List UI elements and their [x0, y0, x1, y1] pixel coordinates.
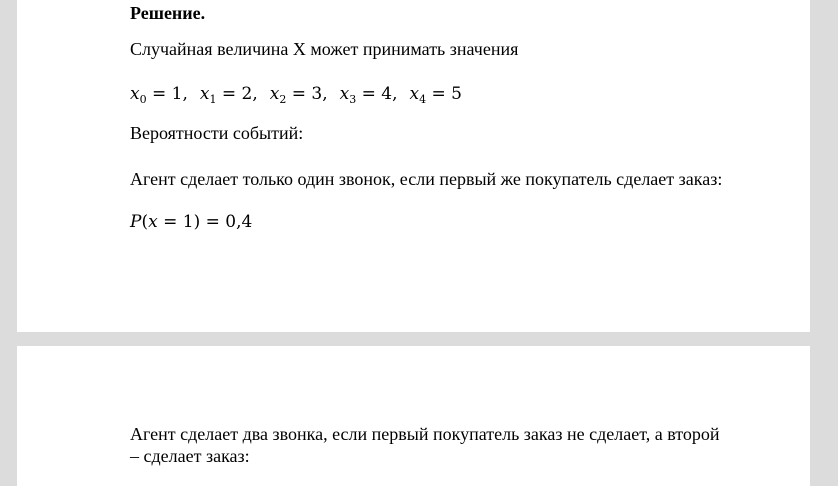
paragraph-probabilities: Вероятности событий: — [130, 123, 304, 143]
document-page-2 — [17, 346, 810, 486]
formula-values — [130, 83, 462, 105]
formula-term-x2: $x_2 = 3$, — [269, 84, 328, 106]
paragraph-one-call: Агент сделает только один звонок, если первый же покупатель сделает заказ: — [130, 169, 723, 189]
formula-term-x0: $x_0 = 1$, — [130, 84, 188, 106]
document-page-1 — [17, 0, 810, 332]
paragraph-random-variable: Случайная величина X может принимать значения — [130, 39, 519, 59]
formula-term-x3: $x_3 = 4$, — [339, 84, 398, 106]
formula-probability-x1: P(x = 1) = 0,4 — [130, 212, 253, 232]
formula-term-x4: $x_4 = 5$ — [409, 84, 462, 106]
paragraph-two-calls: Агент сделает два звонка, если первый покупатель заказ не сделает, а второй — [130, 424, 720, 444]
paragraph-two-calls-cont: – сделает заказ: — [130, 446, 250, 466]
formula-term-x1: $x_1 = 2$, — [199, 84, 258, 106]
solution-heading: Решение. — [130, 3, 206, 23]
